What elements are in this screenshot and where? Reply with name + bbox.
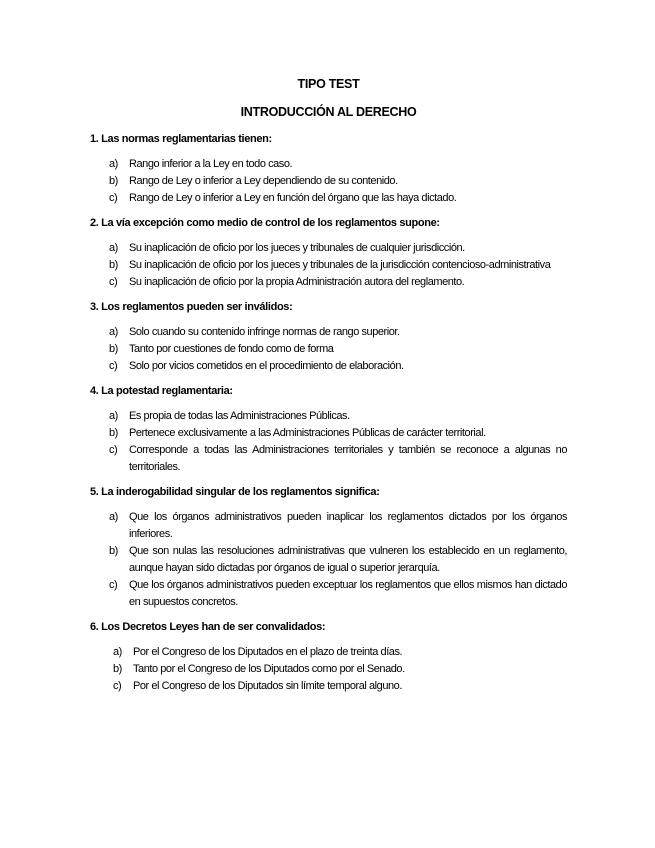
option-a <box>109 156 567 173</box>
option-letter: c) <box>109 579 118 591</box>
option-text: Que los órganos administrativos pueden exceptuar los reglamentos que ellos mismos han dictado en supuestos concretos. <box>129 579 567 608</box>
option-text: Solo cuando su contenido infringe normas de rango superior. <box>129 326 400 338</box>
question-text: 6. Los Decretos Leyes han de ser convalidados: <box>90 621 326 633</box>
option-letter: b) <box>109 259 118 271</box>
option-a <box>109 408 567 425</box>
question-text: 2. La vía excepción como medio de control de los reglamentos supone: <box>90 217 440 229</box>
option-text: Por el Congreso de los Diputados sin límite temporal alguno. <box>133 680 402 692</box>
option-b <box>109 425 567 442</box>
option-c <box>109 442 567 476</box>
option-text: Pertenece exclusivamente a las Administraciones Públicas de carácter territorial. <box>129 427 486 439</box>
option-text: Su inaplicación de oficio por los jueces y tribunales de la jurisdicción contencioso-administrativa <box>129 259 551 271</box>
option-text: Tanto por el Congreso de los Diputados como por el Senado. <box>133 663 405 675</box>
option-letter: a) <box>109 242 118 254</box>
option-b <box>109 341 567 358</box>
option-list <box>90 156 567 207</box>
option-b <box>109 173 567 190</box>
option-text: Por el Congreso de los Diputados en el plazo de treinta días. <box>133 646 403 658</box>
option-c <box>109 274 567 291</box>
option-text: Corresponde a todas las Administraciones territoriales y también se reconoce a algunas no territoriales. <box>129 444 567 473</box>
option-c <box>113 678 567 695</box>
option-letter: a) <box>109 326 118 338</box>
option-c <box>109 190 567 207</box>
option-letter: a) <box>109 410 118 422</box>
question-text: 3. Los reglamentos pueden ser inválidos: <box>90 301 293 313</box>
option-letter: b) <box>113 663 122 675</box>
option-text: Su inaplicación de oficio por los jueces y tribunales de cualquier jurisdicción. <box>129 242 465 254</box>
question-2 <box>90 216 567 291</box>
document-title: TIPO TEST <box>297 77 360 91</box>
question-5 <box>90 485 567 611</box>
document-subtitle: INTRODUCCIÓN AL DERECHO <box>240 105 417 119</box>
option-text: Rango de Ley o inferior a Ley en función del órgano que las haya dictado. <box>129 192 457 204</box>
option-text: Es propia de todas las Administraciones Públicas. <box>129 410 350 422</box>
option-letter: c) <box>109 276 118 288</box>
option-letter: c) <box>109 192 118 204</box>
option-a <box>109 324 567 341</box>
option-letter: c) <box>109 444 118 456</box>
option-b <box>113 661 567 678</box>
question-text: 5. La inderogabilidad singular de los reglamentos significa: <box>90 486 380 498</box>
option-c <box>109 358 567 375</box>
question-text: 4. La potestad reglamentaria: <box>90 385 233 397</box>
option-a <box>109 509 567 543</box>
option-list <box>90 644 567 695</box>
option-text: Que los órganos administrativos pueden inaplicar los reglamentos dictados por los órganos inferiores. <box>129 511 567 540</box>
option-letter: c) <box>113 680 122 692</box>
option-letter: a) <box>113 646 122 658</box>
option-b <box>109 257 567 274</box>
option-letter: c) <box>109 360 118 372</box>
option-text: Su inaplicación de oficio por la propia Administración autora del reglamento. <box>129 276 465 288</box>
question-4 <box>90 384 567 476</box>
option-text: Tanto por cuestiones de fondo como de forma <box>129 343 334 355</box>
option-a <box>109 240 567 257</box>
question-text: 1. Las normas reglamentarias tienen: <box>90 133 272 145</box>
option-letter: b) <box>109 427 118 439</box>
option-letter: a) <box>109 511 118 523</box>
option-b <box>109 543 567 577</box>
question-3 <box>90 300 567 375</box>
option-list <box>90 324 567 375</box>
option-list <box>90 408 567 476</box>
option-letter: b) <box>109 175 118 187</box>
option-text: Rango de Ley o inferior a Ley dependiendo de su contenido. <box>129 175 398 187</box>
option-c <box>109 577 567 611</box>
question-6 <box>90 620 567 695</box>
option-letter: a) <box>109 158 118 170</box>
option-list <box>90 509 567 611</box>
question-1 <box>90 132 567 207</box>
option-text: Rango inferior a la Ley en todo caso. <box>129 158 293 170</box>
option-list <box>90 240 567 291</box>
option-a <box>113 644 567 661</box>
option-letter: b) <box>109 343 118 355</box>
option-text: Solo por vicios cometidos en el procedimiento de elaboración. <box>129 360 404 372</box>
option-letter: b) <box>109 545 118 557</box>
option-text: Que son nulas las resoluciones administrativas que vulneren los establecido en un reglamento, aunque hayan sido dictadas por órganos de igual o superior jerarquía. <box>129 545 567 574</box>
